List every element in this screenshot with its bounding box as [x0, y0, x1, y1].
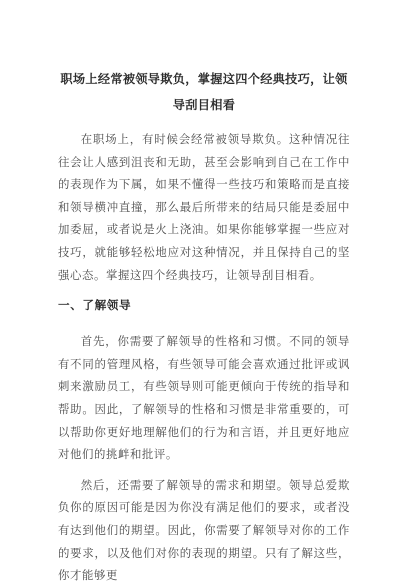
section-paragraph: 然后，还需要了解领导的需求和期望。领导总爱欺负你的原因可能是因为你没有满足他们的要求，或者没有达到他们的期望。因此，你需要了解领导对你的工作的要求，以及他们对你的表现的期望。只有了解这些，你才能够更 [58, 477, 350, 583]
intro-paragraph: 在职场上，有时候会经常被领导欺负。这种情况往往会让人感到沮丧和无助，甚至会影响到自己在工作中的表现作为下属，如果不懂得一些技巧和策略而是直接和领导横冲直撞，那么最后所带来的结局只能是委屈中加委屈，或者说是火上浇油。如果你能够掌握一些应对技巧，就能够轻松地应对这种情况，并且保持自己的坚强心态。掌握这四个经典技巧，让领导刮目相看。 [58, 132, 350, 282]
section-heading: 一、了解领导 [58, 298, 132, 313]
section-paragraph: 首先，你需要了解领导的性格和习惯。不同的领导有不同的管理风格，有些领导可能会喜欢通过批评或讽刺来激励员工，有些领导则可能更倾向于传统的指导和帮助。因此，了解领导的性格和习惯是非常重要的，可以帮助你更好地理解他们的行为和言语，并且更好地应对他们的挑衅和批评。 [58, 334, 350, 462]
document-title: 职场上经常被领导欺负，掌握这四个经典技巧，让领导刮目相看 [60, 72, 348, 112]
